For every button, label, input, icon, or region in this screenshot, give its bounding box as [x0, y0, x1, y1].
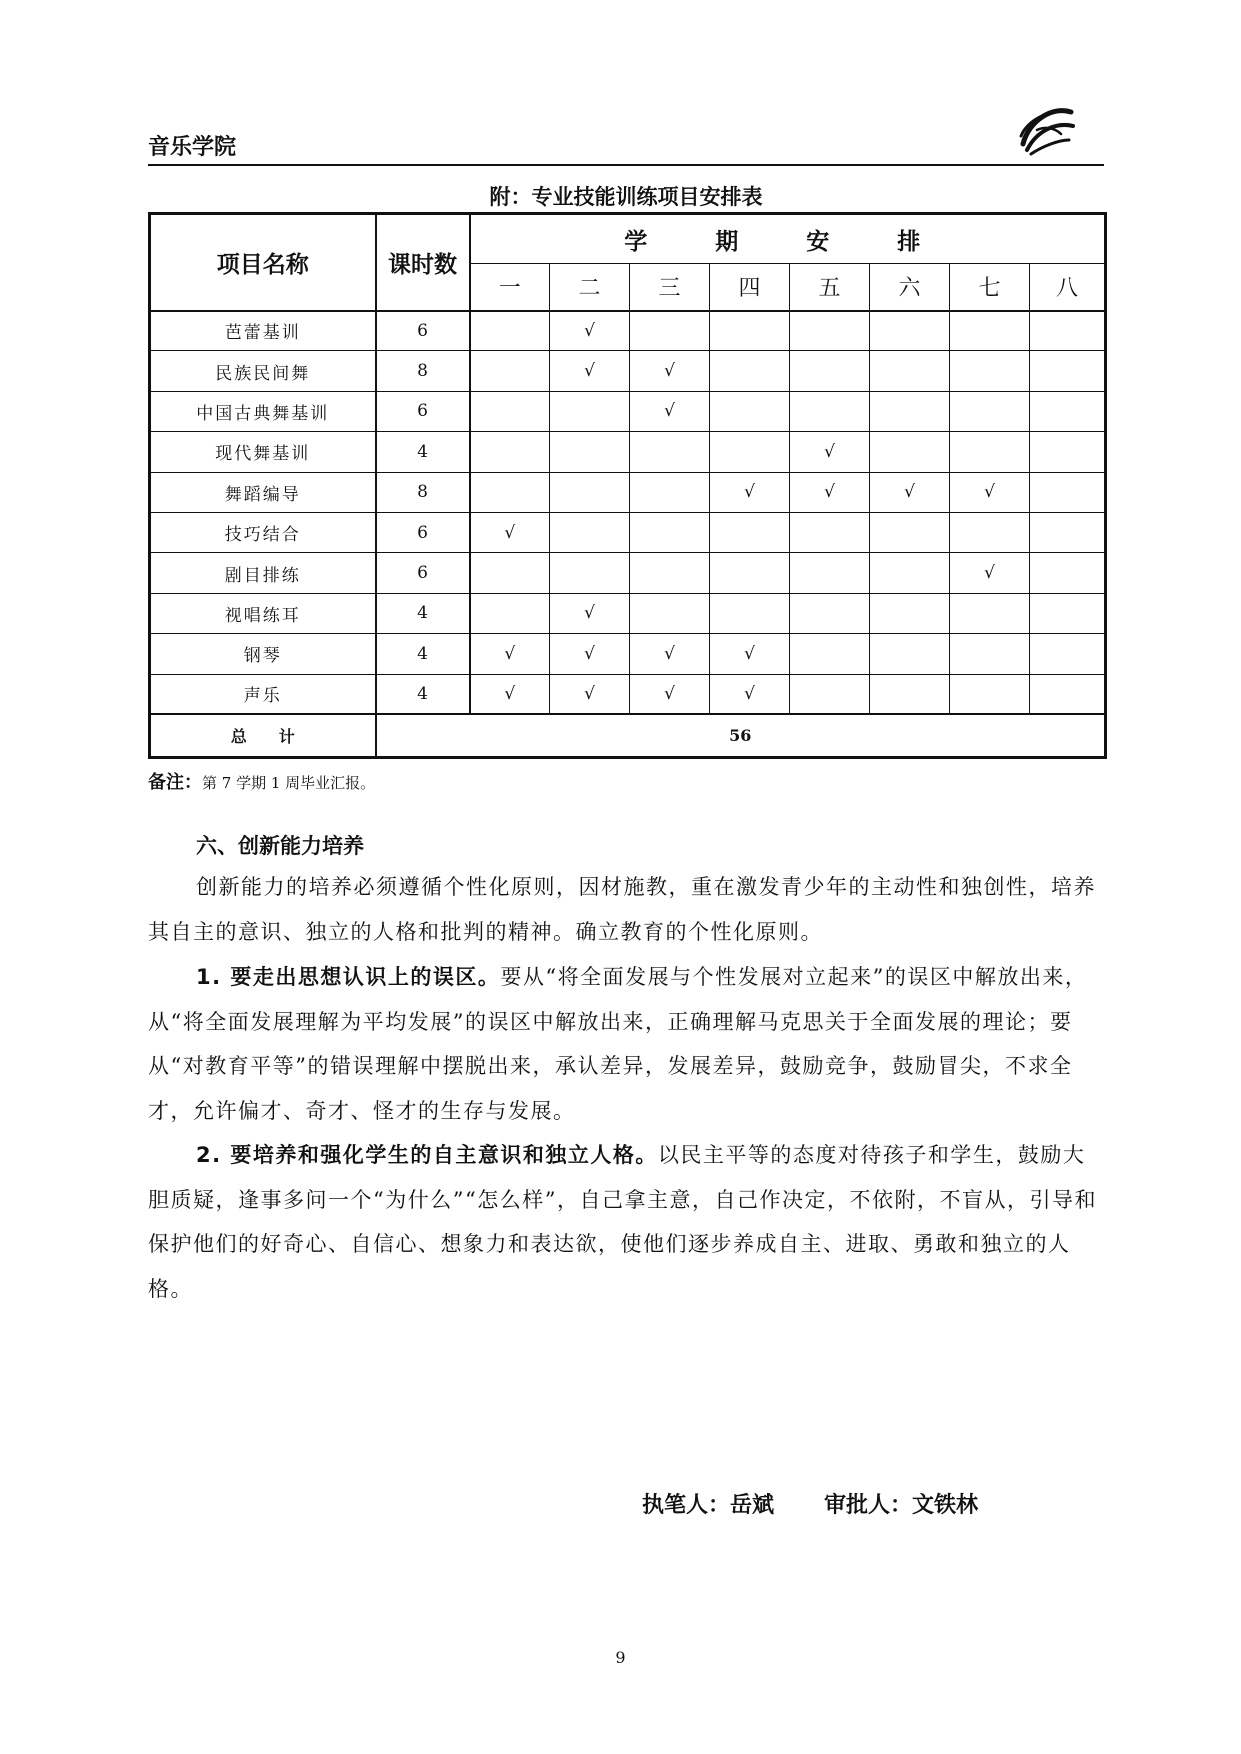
semester-mark — [710, 391, 790, 431]
table-row — [150, 472, 1106, 512]
semester-mark — [1030, 553, 1106, 593]
semester-mark — [550, 512, 630, 552]
item-hours: 6 — [376, 512, 470, 552]
semester-mark — [470, 593, 550, 633]
semester-mark — [470, 311, 550, 351]
semester-mark: √ — [790, 432, 870, 472]
column-header-hours: 课时数 — [376, 214, 470, 311]
semester-mark — [950, 674, 1030, 714]
table-note — [148, 768, 375, 794]
item-hours: 6 — [376, 391, 470, 431]
semester-header-cell: 二 — [550, 264, 630, 311]
semester-mark — [630, 593, 710, 633]
item-hours: 6 — [376, 553, 470, 593]
item-name: 中国古典舞基训 — [150, 391, 376, 431]
semester-mark — [1030, 432, 1106, 472]
header-rule — [148, 164, 1104, 166]
total-value: 56 — [376, 714, 1106, 757]
semester-mark — [790, 634, 870, 674]
semester-mark — [710, 512, 790, 552]
semester-mark — [870, 634, 950, 674]
column-header-semester: 学 期 安 排 — [470, 214, 1106, 264]
semester-mark — [470, 432, 550, 472]
item-hours: 4 — [376, 674, 470, 714]
semester-mark — [870, 553, 950, 593]
total-label: 总 计 — [150, 714, 376, 757]
table-row — [150, 432, 1106, 472]
semester-mark: √ — [630, 634, 710, 674]
item-name: 芭蕾基训 — [150, 311, 376, 351]
semester-mark — [710, 311, 790, 351]
semester-mark — [1030, 391, 1106, 431]
item-hours: 4 — [376, 593, 470, 633]
paragraph-body: 以民主平等的态度对待孩子和学生，鼓励大胆质疑，逢事多问一个“为什么”“怎么样”，自己拿主意，自己作决定，不依附，不盲从，引导和保护他们的好奇心、自信心、想象力和表达欲，使他们逐步养成自主、进取、勇敢和独立的人格。 — [148, 1143, 1097, 1301]
writer-name: 岳斌 — [730, 1493, 775, 1518]
semester-mark — [470, 351, 550, 391]
semester-mark — [550, 553, 630, 593]
semester-header-cell: 四 — [710, 264, 790, 311]
item-name: 视唱练耳 — [150, 593, 376, 633]
semester-mark — [950, 593, 1030, 633]
semester-header-cell: 八 — [1030, 264, 1106, 311]
paragraph: 创新能力的培养必须遵循个性化原则，因材施教，重在激发青少年的主动性和独创性，培养其自主的意识、独立的人格和批判的精神。确立教育的个性化原则。 — [148, 875, 1096, 944]
semester-mark: √ — [470, 512, 550, 552]
approver-label: 审批人： — [824, 1493, 913, 1518]
item-name: 剧目排练 — [150, 553, 376, 593]
paragraph-lead: 1. 要走出思想认识上的误区。 — [196, 965, 501, 989]
semester-header-cell: 七 — [950, 264, 1030, 311]
item-hours: 6 — [376, 311, 470, 351]
page-number: 9 — [615, 1648, 626, 1667]
semester-mark: √ — [630, 391, 710, 431]
semester-mark: √ — [790, 472, 870, 512]
paragraph-lead: 2. 要培养和强化学生的自主意识和独立人格。 — [196, 1143, 658, 1167]
semester-mark — [630, 311, 710, 351]
semester-mark — [790, 351, 870, 391]
paragraph-body: 要从“将全面发展与个性发展对立起来”的误区中解放出来，从“将全面发展理解为平均发展”的误区中解放出来，正确理解马克思关于全面发展的理论；要从“对教育平等”的错误理解中摆脱出来，承认差异，发展差异，鼓励竞争，鼓励冒尖，不求全才，允许偏才、奇才、怪才的生存与发展。 — [148, 965, 1088, 1123]
item-hours: 4 — [376, 634, 470, 674]
semester-mark — [550, 472, 630, 512]
semester-mark — [710, 593, 790, 633]
note-text: 第 7 学期 1 周毕业汇报。 — [202, 774, 376, 792]
semester-mark: √ — [470, 634, 550, 674]
semester-mark — [790, 391, 870, 431]
item-name: 现代舞基训 — [150, 432, 376, 472]
semester-mark: √ — [550, 311, 630, 351]
semester-mark — [790, 593, 870, 633]
semester-mark: √ — [630, 351, 710, 391]
signature-line — [642, 1488, 978, 1519]
semester-mark — [1030, 512, 1106, 552]
table-row — [150, 674, 1106, 714]
item-name: 钢琴 — [150, 634, 376, 674]
semester-mark: √ — [710, 634, 790, 674]
semester-mark — [1030, 634, 1106, 674]
approver-name: 文铁林 — [912, 1493, 979, 1518]
table-row — [150, 593, 1106, 633]
semester-mark — [710, 553, 790, 593]
semester-mark — [950, 432, 1030, 472]
paragraph — [148, 1133, 1104, 1311]
semester-mark: √ — [550, 593, 630, 633]
semester-mark: √ — [470, 674, 550, 714]
table-row — [150, 512, 1106, 552]
semester-mark — [790, 553, 870, 593]
semester-mark — [470, 472, 550, 512]
item-hours: 8 — [376, 472, 470, 512]
table-row — [150, 634, 1106, 674]
semester-mark: √ — [710, 674, 790, 714]
semester-mark: √ — [550, 634, 630, 674]
semester-mark — [1030, 311, 1106, 351]
semester-mark: √ — [710, 472, 790, 512]
semester-mark: √ — [630, 674, 710, 714]
semester-mark — [550, 432, 630, 472]
semester-mark — [870, 351, 950, 391]
semester-mark — [870, 512, 950, 552]
semester-mark — [470, 391, 550, 431]
table-row — [150, 351, 1106, 391]
item-name: 技巧结合 — [150, 512, 376, 552]
semester-mark — [790, 311, 870, 351]
semester-mark — [550, 391, 630, 431]
writer-label: 执笔人： — [642, 1493, 731, 1518]
semester-mark — [790, 674, 870, 714]
semester-mark — [1030, 351, 1106, 391]
semester-mark: √ — [550, 351, 630, 391]
semester-header-cell: 五 — [790, 264, 870, 311]
paragraph — [148, 955, 1104, 1133]
college-logo-icon — [1015, 100, 1077, 158]
semester-mark: √ — [550, 674, 630, 714]
semester-mark — [1030, 472, 1106, 512]
semester-mark — [870, 311, 950, 351]
semester-mark — [950, 634, 1030, 674]
semester-header-cell: 一 — [470, 264, 550, 311]
table-row — [150, 553, 1106, 593]
note-label: 备注： — [148, 772, 202, 793]
semester-mark — [630, 553, 710, 593]
section-title: 六、创新能力培养 — [196, 834, 364, 858]
semester-mark — [630, 432, 710, 472]
item-hours: 4 — [376, 432, 470, 472]
item-name: 民族民间舞 — [150, 351, 376, 391]
semester-mark — [870, 674, 950, 714]
column-header-name: 项目名称 — [150, 214, 376, 311]
semester-mark — [950, 512, 1030, 552]
semester-header-cell: 六 — [870, 264, 950, 311]
semester-mark — [950, 311, 1030, 351]
semester-mark — [870, 432, 950, 472]
semester-mark — [1030, 674, 1106, 714]
semester-mark — [630, 512, 710, 552]
semester-mark: √ — [870, 472, 950, 512]
table-row — [150, 391, 1106, 431]
semester-mark — [950, 391, 1030, 431]
schedule-table — [148, 212, 1107, 759]
semester-mark — [870, 391, 950, 431]
item-hours: 8 — [376, 351, 470, 391]
semester-mark — [710, 351, 790, 391]
header-title: 音乐学院 — [148, 135, 237, 160]
semester-mark — [950, 351, 1030, 391]
table-caption: 附：专业技能训练项目安排表 — [489, 185, 763, 209]
table-row — [150, 311, 1106, 351]
semester-header-cell: 三 — [630, 264, 710, 311]
semester-mark — [630, 472, 710, 512]
semester-mark — [470, 553, 550, 593]
semester-mark — [790, 512, 870, 552]
semester-mark — [870, 593, 950, 633]
semester-mark — [1030, 593, 1106, 633]
semester-mark: √ — [950, 553, 1030, 593]
item-name: 声乐 — [150, 674, 376, 714]
item-name: 舞蹈编导 — [150, 472, 376, 512]
semester-mark — [710, 432, 790, 472]
semester-mark: √ — [950, 472, 1030, 512]
